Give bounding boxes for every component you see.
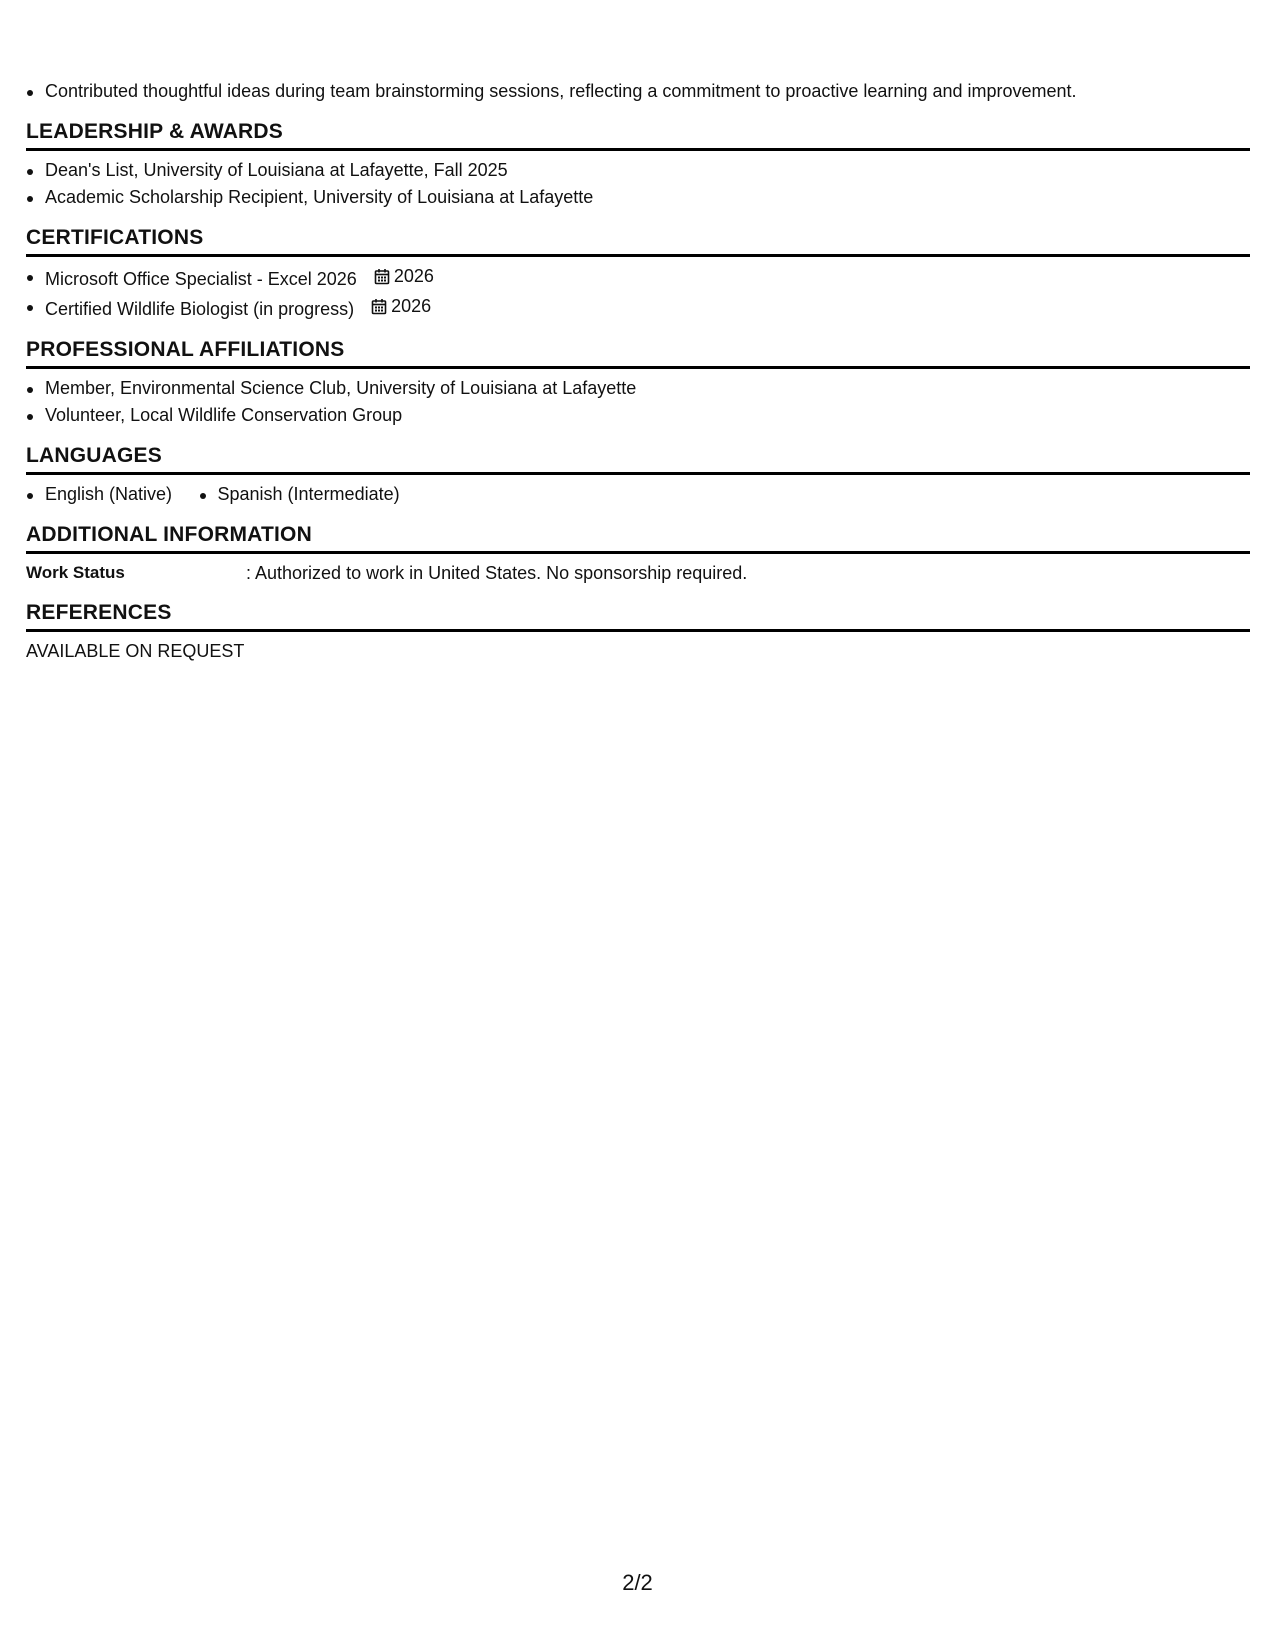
affiliation-item: Member, Environmental Science Club, University of Louisiana at Lafayette	[26, 375, 1250, 402]
leadership-section	[26, 119, 1250, 211]
work-status-value: : Authorized to work in United States. No sponsorship required.	[246, 563, 748, 583]
calendar-icon	[374, 268, 390, 285]
language-item: Spanish (Intermediate)	[199, 481, 400, 508]
references-heading: REFERENCES	[26, 600, 1250, 632]
page-number: 2/2	[622, 1570, 653, 1595]
certification-year: 2026	[391, 296, 432, 316]
experience-bullet: Contributed thoughtful ideas during team brainstorming sessions, reflecting a commitment to proactive learning and improvement.	[26, 78, 1250, 105]
certification-date	[374, 263, 434, 290]
resume-page	[26, 78, 1250, 664]
leadership-item: Academic Scholarship Recipient, University of Louisiana at Lafayette	[26, 184, 1250, 211]
certification-name: Certified Wildlife Biologist (in progress)	[45, 299, 355, 319]
certifications-heading: CERTIFICATIONS	[26, 225, 1250, 257]
certification-year: 2026	[393, 266, 434, 286]
additional-info-heading: ADDITIONAL INFORMATION	[26, 522, 1250, 554]
certifications-list	[26, 263, 1250, 323]
certifications-section	[26, 225, 1250, 323]
leadership-heading: LEADERSHIP & AWARDS	[26, 119, 1250, 151]
certification-item	[26, 293, 1250, 323]
languages-list	[26, 481, 1250, 508]
certification-name: Microsoft Office Specialist - Excel 2026	[45, 269, 357, 289]
certification-date	[371, 293, 431, 320]
language-item: English (Native)	[26, 481, 172, 508]
work-status-row	[26, 560, 1250, 586]
languages-heading: LANGUAGES	[26, 443, 1250, 475]
leadership-item: Dean's List, University of Louisiana at Lafayette, Fall 2025	[26, 157, 1250, 184]
experience-bullet-list	[26, 78, 1250, 105]
affiliations-section	[26, 337, 1250, 429]
affiliations-list	[26, 375, 1250, 429]
references-section	[26, 600, 1250, 664]
additional-info-section	[26, 522, 1250, 586]
certification-item	[26, 263, 1250, 293]
references-text: AVAILABLE ON REQUEST	[26, 641, 245, 661]
affiliations-heading: PROFESSIONAL AFFILIATIONS	[26, 337, 1250, 369]
work-status-label: Work Status	[26, 563, 125, 582]
affiliation-item: Volunteer, Local Wildlife Conservation Group	[26, 402, 1250, 429]
leadership-list	[26, 157, 1250, 211]
calendar-icon	[371, 298, 387, 315]
languages-section	[26, 443, 1250, 508]
